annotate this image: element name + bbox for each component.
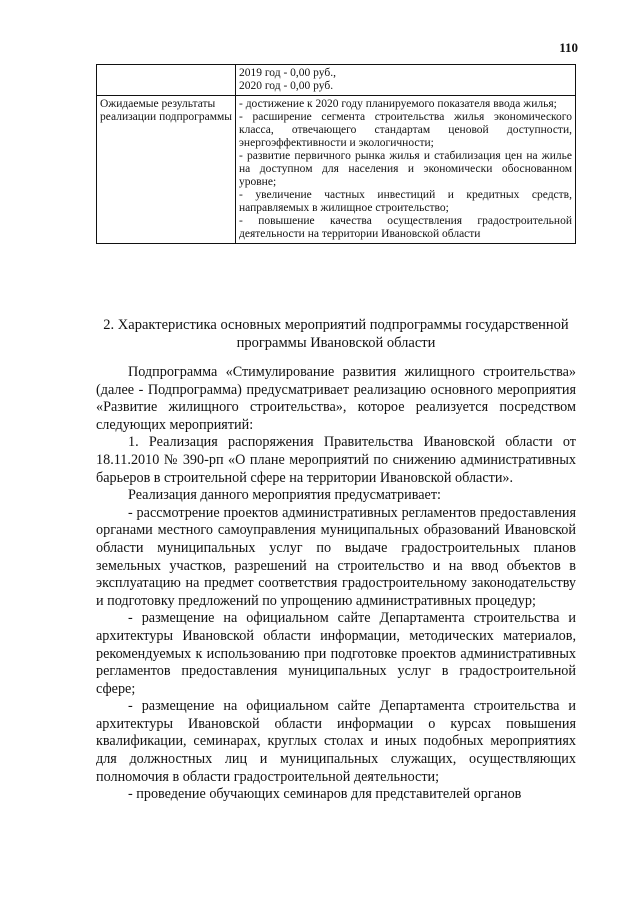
- paragraph: Реализация данного мероприятия предусматривает:: [128, 487, 441, 504]
- list-item: - проведение обучающих семинаров для представителей органов: [128, 786, 522, 803]
- paragraph: 1. Реализация распоряжения Правительства Ивановской области от 18.11.2010 № 390-рп «О плане мероприятий по снижению административных барьеров в строительной сфере на территории Ивановской области».: [96, 434, 576, 486]
- table-value-cell: [236, 96, 576, 244]
- table-label-cell: Ожидаемые результаты реализации подпрограммы: [97, 96, 236, 244]
- table-value-cell: [236, 65, 576, 96]
- table-row: [97, 96, 576, 244]
- result-item: - повышение качества осуществления градостроительной деятельности на территории Ивановской области: [239, 215, 572, 240]
- table-label-cell: [97, 65, 236, 96]
- body-text: [96, 364, 576, 804]
- table-row: [97, 65, 576, 96]
- funding-line: 2020 год - 0,00 руб.: [239, 80, 334, 92]
- subprogram-passport-table: [96, 64, 576, 244]
- funding-line: 2019 год - 0,00 руб.,: [239, 67, 336, 79]
- result-item: - достижение к 2020 году планируемого показателя ввода жилья;: [239, 98, 557, 110]
- result-item: - развитие первичного рынка жилья и стабилизация цен на жилье на доступном для населения и экономически обоснованном уровне;: [239, 150, 572, 188]
- list-item: - размещение на официальном сайте Департамента строительства и архитектуры Ивановской области информации о курсах повышения квалификации, семинарах, круглых столах и иных подобных мероприятиях для должностных лиц и муниципальных служащих, осуществляющих полномочия в области градостроительной деятельности;: [96, 698, 576, 785]
- result-item: - расширение сегмента строительства жилья экономического класса, отвечающего стандартам ценовой доступности, энергоэффективности и экологичности;: [239, 111, 572, 149]
- page-number: 110: [559, 40, 578, 55]
- paragraph: Подпрограмма «Стимулирование развития жилищного строительства» (далее - Подпрограмма) предусматривает реализацию основного мероприятия «Развитие жилищного строительства», которое реализуется посредством следующих мероприятий:: [96, 364, 576, 433]
- section-title: 2. Характеристика основных мероприятий подпрограммы государственной программы Ивановской области: [103, 317, 569, 351]
- result-item: - увеличение частных инвестиций и кредитных средств, направляемых в жилищное строительство;: [239, 189, 572, 214]
- list-item: - рассмотрение проектов административных регламентов предоставления органами местного самоуправления муниципальных образований Ивановской области муниципальных услуг по выдаче градостроительных планов земельных участков, разрешений на строительство и на ввод объектов в эксплуатацию на предмет соответствия градостроительному законодательству и подготовку предложений по упрощению административных процедур;: [96, 504, 576, 609]
- list-item: - размещение на официальном сайте Департамента строительства и архитектуры Ивановской области информации, методических материалов, рекомендуемых к использованию при подготовке проектов административных регламентов предоставления муниципальных услуг в градостроительной сфере;: [96, 610, 576, 697]
